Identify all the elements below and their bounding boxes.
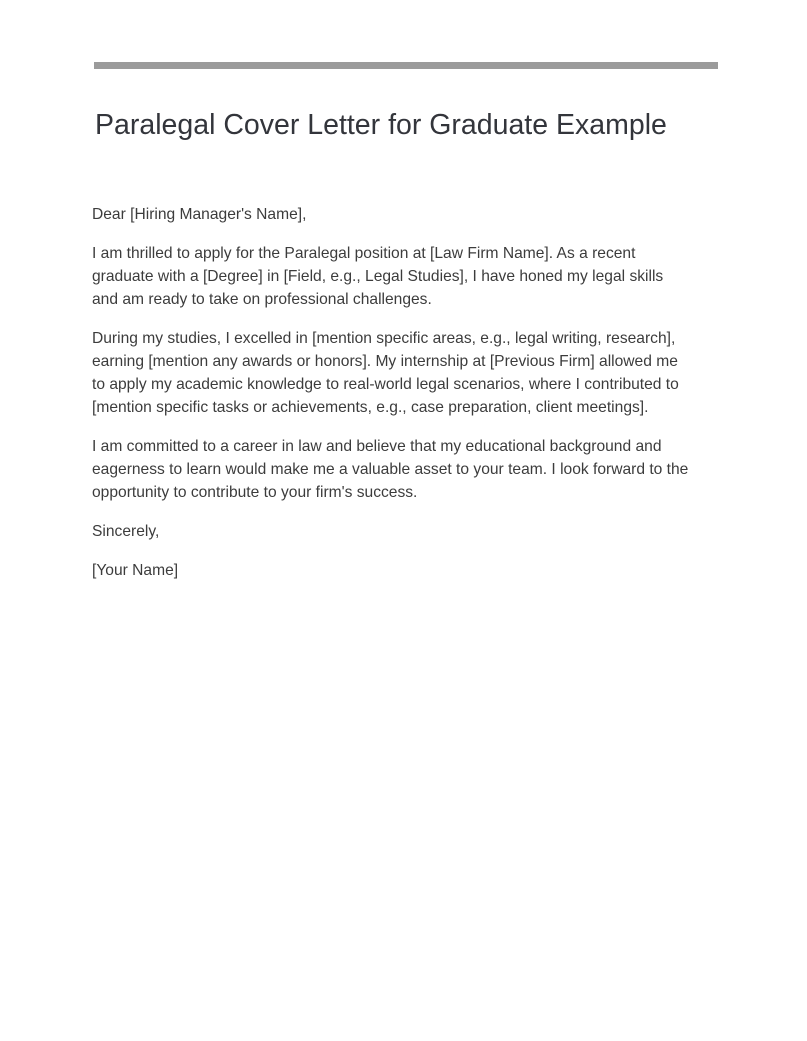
header-divider [94, 62, 718, 69]
paragraph-studies: During my studies, I excelled in [mention specific areas, e.g., legal writing, research], earning [mention any awards or honors]. My internship at [Previous Firm] allowed me to apply my academic knowledge to real-world legal scenarios, where I contributed to [mention specific tasks or achievements, e.g., case preparation, client meetings]. [92, 330, 679, 416]
salutation: Dear [Hiring Manager's Name], [92, 206, 307, 223]
signature: [Your Name] [92, 562, 179, 579]
page-title: Paralegal Cover Letter for Graduate Example [95, 109, 667, 141]
paragraph-commitment: I am committed to a career in law and believe that my educational background and eagerness to learn would make me a valuable asset to your team. I look forward to the opportunity to contribute to your firm's success. [92, 438, 689, 501]
letter-body [92, 203, 692, 598]
paragraph-intro: I am thrilled to apply for the Paralegal position at [Law Firm Name]. As a recent graduate with a [Degree] in [Field, e.g., Legal Studies], I have honed my legal skills and am ready to take on professional challenges. [92, 245, 664, 308]
closing: Sincerely, [92, 523, 160, 540]
